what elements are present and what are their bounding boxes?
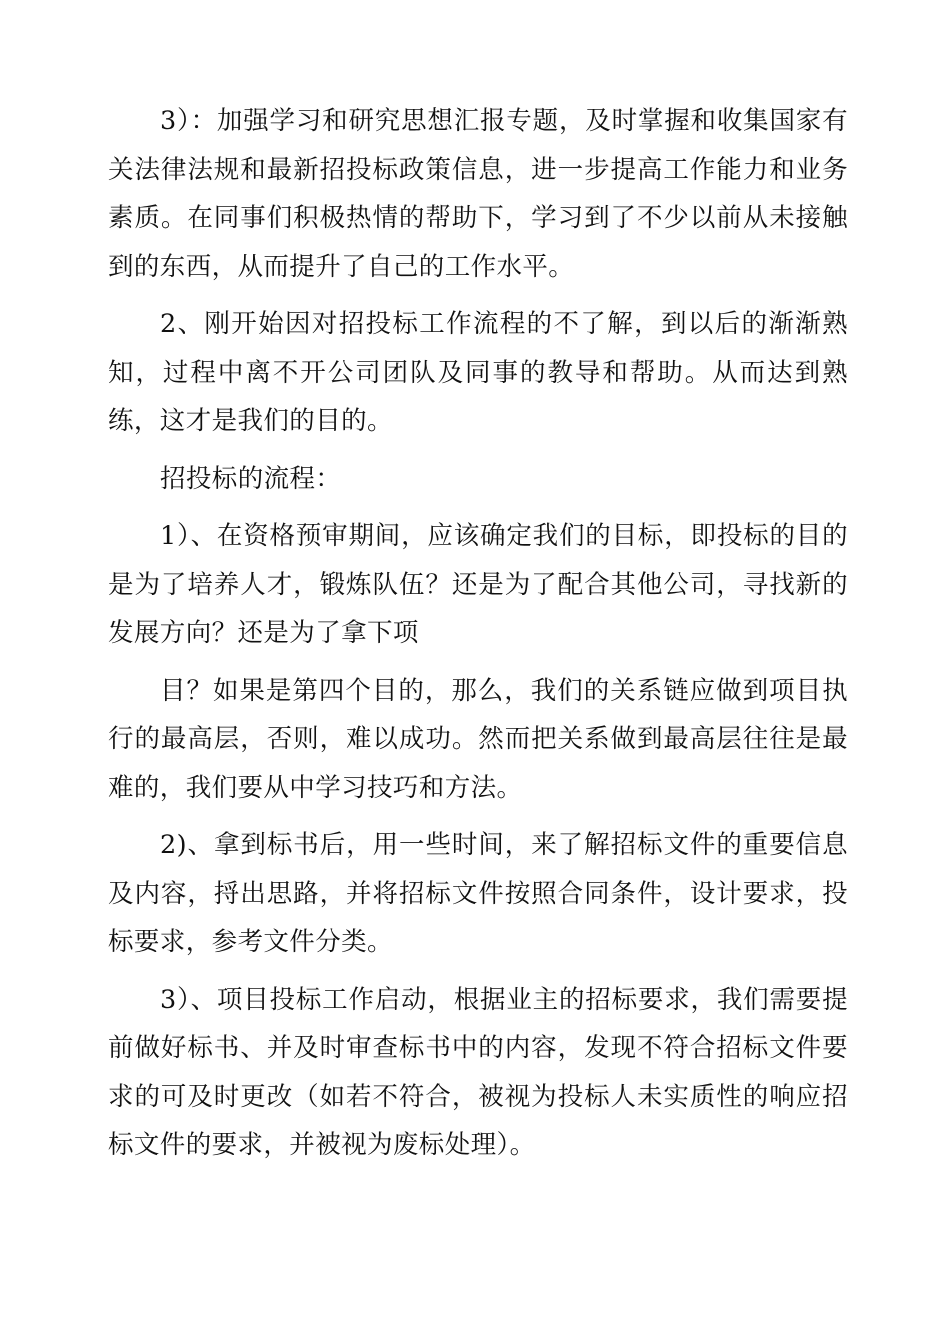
paragraph-4: 1）、在资格预审期间，应该确定我们的目标，即投标的目的是为了培养人才，锻炼队伍？还是为了配合其他公司，寻找新的发展方向？还是为了拿下项 bbox=[108, 521, 848, 648]
paragraph-2: 2、刚开始因对招投标工作流程的不了解，到以后的渐渐熟知，过程中离不开公司团队及同事的教导和帮助。从而达到熟练，这才是我们的目的。 bbox=[108, 309, 848, 436]
document-body bbox=[108, 97, 848, 1179]
paragraph-5: 目？如果是第四个目的，那么，我们的关系链应做到项目执行的最高层，否则，难以成功。然而把关系做到最高层往往是最难的，我们要从中学习技巧和方法。 bbox=[108, 675, 848, 803]
paragraph-7: 3）、项目投标工作启动，根据业主的招标要求，我们需要提前做好标书、并及时审查标书中的内容，发现不符合招标文件要求的可及时更改（如若不符合，被视为投标人未实质性的响应招标文件的要求，并被视为废标处理）。 bbox=[108, 984, 848, 1160]
paragraph-3-heading: 招投标的流程： bbox=[160, 463, 342, 494]
paragraph-6: 2)、拿到标书后，用一些时间，来了解招标文件的重要信息及内容，捋出思路，并将招标文件按照合同条件，设计要求，投标要求，参考文件分类。 bbox=[108, 830, 848, 957]
paragraph-1: 3）：加强学习和研究思想汇报专题，及时掌握和收集国家有关法律法规和最新招投标政策信息，进一步提高工作能力和业务素质。在同事们积极热情的帮助下，学习到了不少以前从未接触到的东西，从而提升了自己的工作水平。 bbox=[108, 106, 848, 282]
